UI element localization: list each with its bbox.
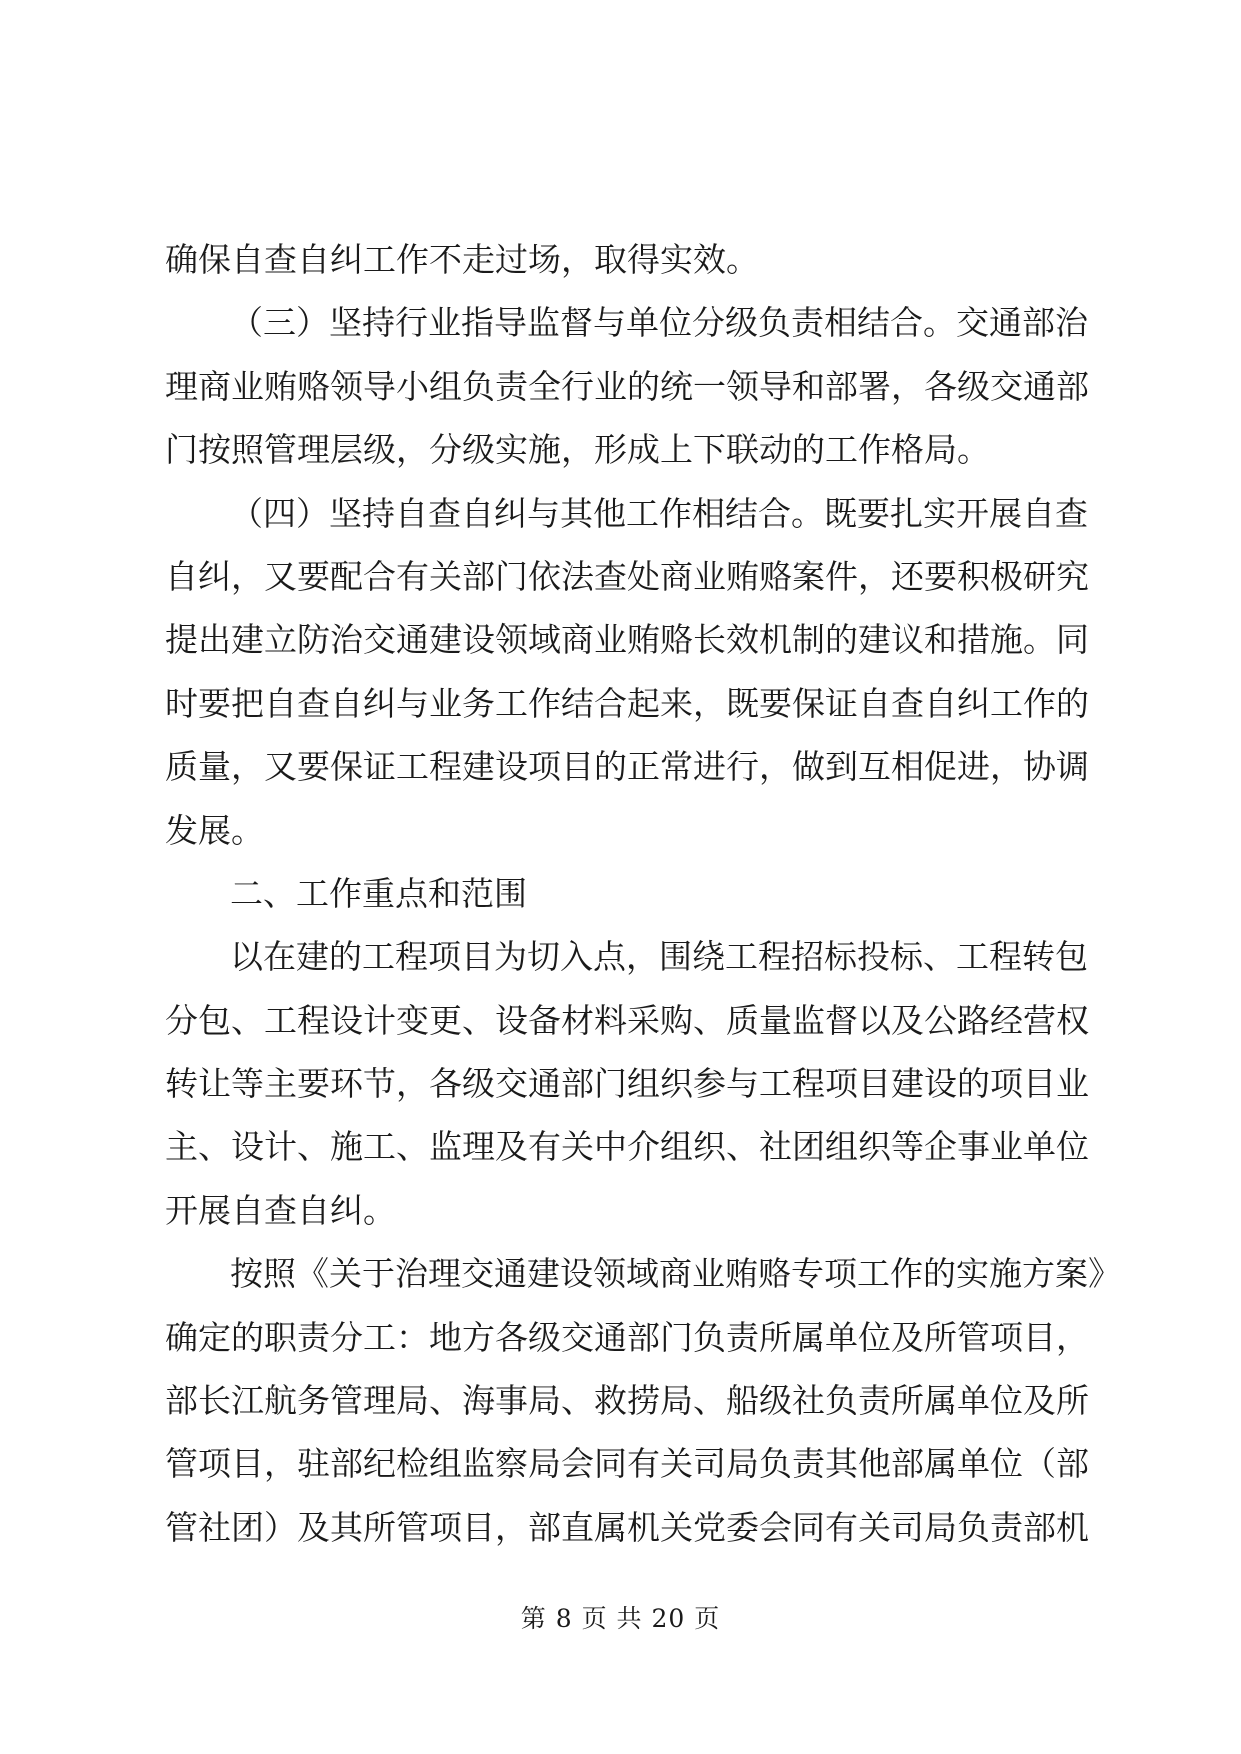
text-line: 主、设计、施工、监理及有关中介组织、社团组织等企事业单位 <box>165 1127 1089 1167</box>
text-line: 理商业贿赂领导小组负责全行业的统一领导和部署，各级交通部 <box>165 366 1089 406</box>
text-line: 时要把自查自纠与业务工作结合起来，既要保证自查自纠工作的 <box>165 683 1089 723</box>
text-line: 发展。 <box>165 810 264 850</box>
text-line: 开展自查自纠。 <box>165 1190 396 1230</box>
text-line: 以在建的工程项目为切入点，围绕工程招标投标、工程转包 <box>230 937 1088 977</box>
text-line: 二、工作重点和范围 <box>230 873 527 913</box>
text-line: 提出建立防治交通建设领域商业贿赂长效机制的建议和措施。同 <box>165 620 1089 660</box>
text-line: 确定的职责分工：地方各级交通部门负责所属单位及所管项目， <box>165 1317 1089 1357</box>
text-line: （四）坚持自查自纠与其他工作相结合。既要扎实开展自查 <box>230 493 1088 533</box>
text-line: 管社团）及其所管项目，部直属机关党委会同有关司局负责部机 <box>165 1507 1089 1547</box>
text-line: 确保自查自纠工作不走过场，取得实效。 <box>165 240 759 279</box>
text-line: 自纠，又要配合有关部门依法查处商业贿赂案件，还要积极研究 <box>165 556 1089 596</box>
document-body <box>165 228 1121 1559</box>
text-line: 按照《关于治理交通建设领域商业贿赂专项工作的实施方案》 <box>230 1254 1121 1294</box>
text-line: 管项目，驻部纪检组监察局会同有关司局负责其他部属单位（部 <box>165 1444 1089 1484</box>
text-line: 部长江航务管理局、海事局、救捞局、船级社负责所属单位及所 <box>165 1381 1089 1421</box>
text-line: 分包、工程设计变更、设备材料采购、质量监督以及公路经营权 <box>165 1000 1089 1040</box>
text-line: 转让等主要环节，各级交通部门组织参与工程项目建设的项目业 <box>165 1064 1089 1104</box>
page-footer: 第 8 页 共 20 页 <box>520 1604 721 1633</box>
text-line: 质量，又要保证工程建设项目的正常进行，做到互相促进，协调 <box>165 747 1089 787</box>
text-line: （三）坚持行业指导监督与单位分级负责相结合。交通部治 <box>230 303 1088 343</box>
text-line: 门按照管理层级，分级实施，形成上下联动的工作格局。 <box>165 430 990 470</box>
